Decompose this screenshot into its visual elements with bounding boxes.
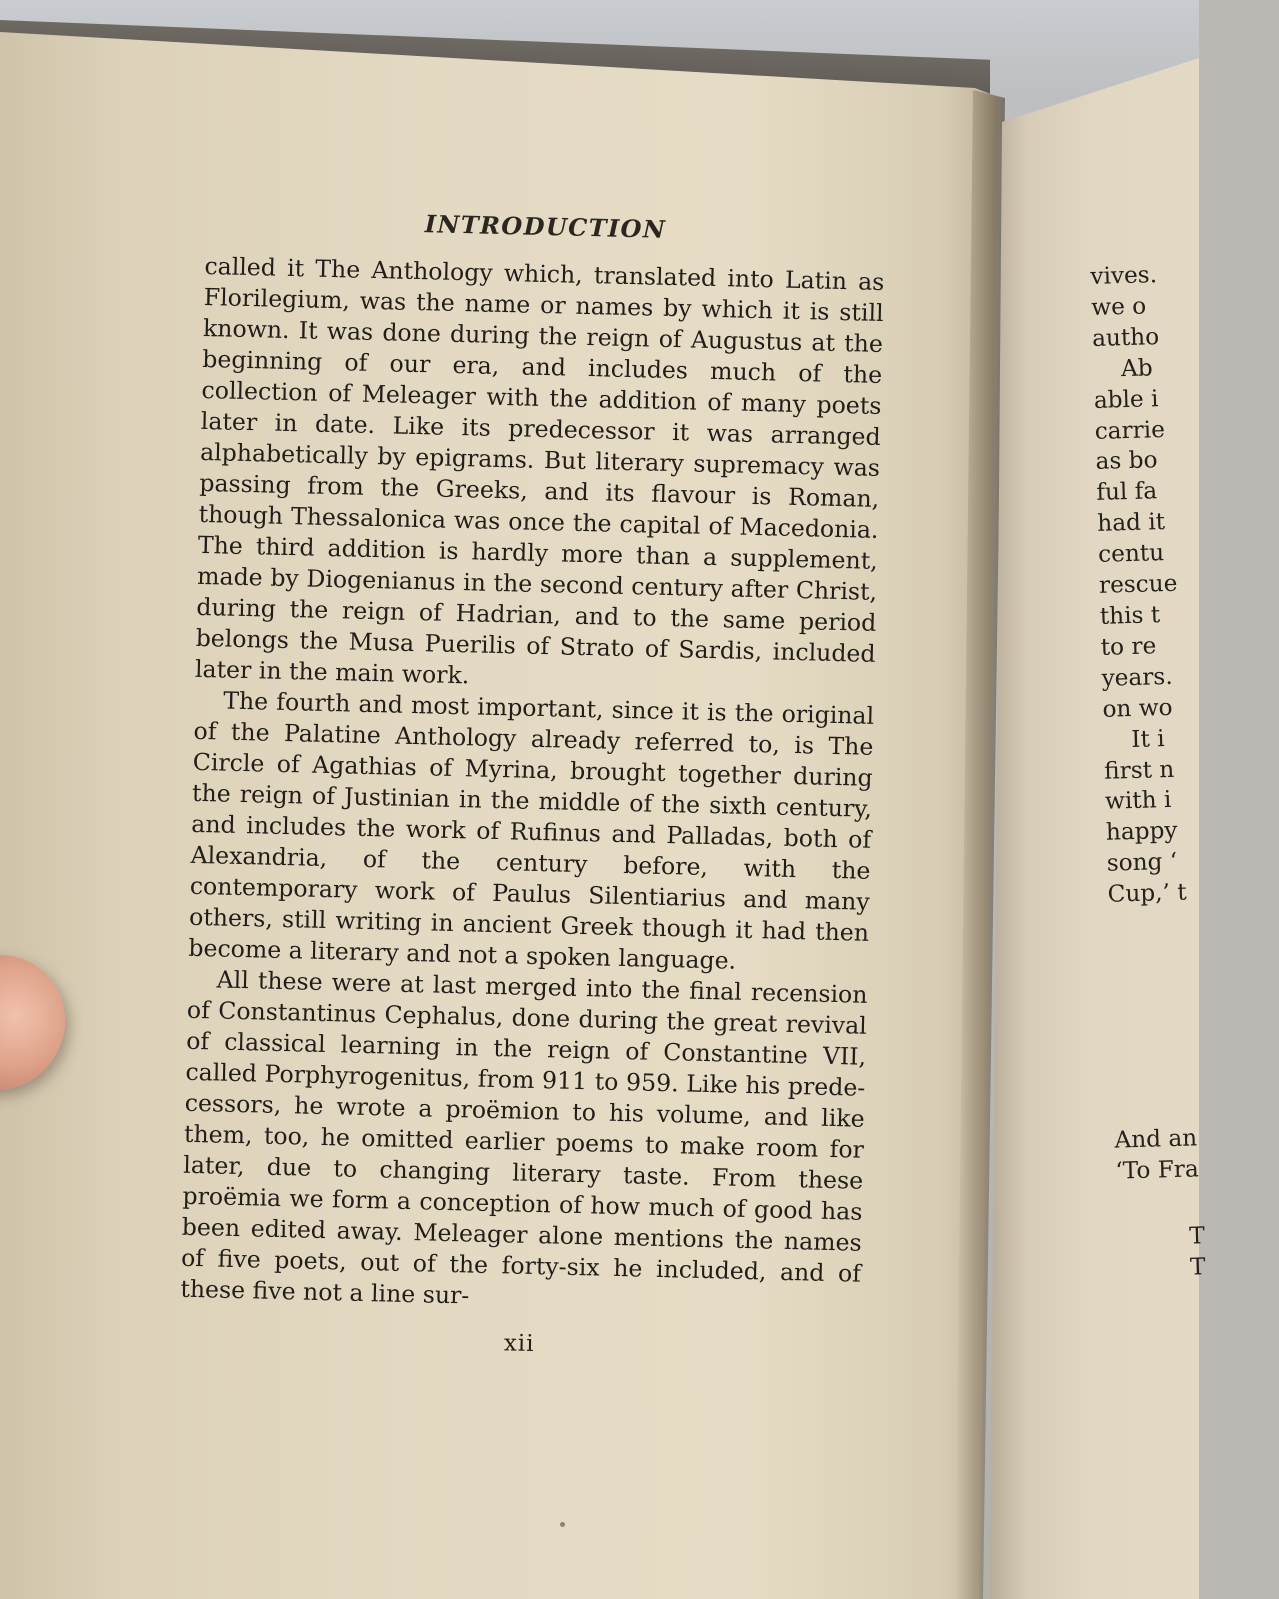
paragraph-1: called it The Anthology which, translated into Latin as Florilegium, was the name or names by which it is still known. It was done during the reign of Augustus at the beginning of our era, and includes much of the collection of Meleager with the addition of many poets later in date. Like its predecessor it was arranged alphabetically by epigrams. But literary supremacy was passing from the Greeks, and its flavour is Roman, though Thessalonica was once the capital of Macedonia. The third addition is hardly more than a supplement, made by Diogenianus in the second century after Christ, during the reign of Hadrian, and to the same period belongs the Musa Puerilis of Strato of Sardis, included later in the main work. <box>194 251 885 690</box>
right-verse-line: T <box>1188 1222 1206 1250</box>
right-line: Ab <box>1120 354 1153 382</box>
right-page-text-fragment <box>1090 258 1279 1286</box>
right-line: happy <box>1105 817 1178 847</box>
paper-speck <box>560 1522 565 1527</box>
right-line: to re <box>1100 632 1157 661</box>
right-line: able i <box>1093 384 1159 414</box>
right-line: ful fa <box>1096 477 1158 507</box>
right-line: as bo <box>1095 446 1158 476</box>
right-line: with i <box>1104 786 1172 816</box>
right-line: years. <box>1101 662 1173 692</box>
right-line: autho <box>1091 322 1160 352</box>
right-line: this t <box>1099 601 1161 630</box>
right-line: first n <box>1103 755 1175 785</box>
right-line: It i <box>1130 724 1165 753</box>
right-line: vives. <box>1090 261 1158 290</box>
right-line: centu <box>1097 539 1165 569</box>
spacer <box>1108 906 1274 1125</box>
spacer <box>1116 1183 1277 1223</box>
right-line: rescue <box>1098 569 1178 599</box>
right-line: had it <box>1096 508 1166 538</box>
running-head: INTRODUCTION <box>424 209 667 244</box>
right-line: on wo <box>1102 693 1173 723</box>
right-line: ‘To Fra <box>1115 1155 1200 1185</box>
right-line: Cup,’ t <box>1107 878 1187 908</box>
page-number: xii <box>503 1330 535 1358</box>
paragraph-3: All these were at last merged into the final recension of Constantinus Cephalus, done during the great revival of classical learning in the reign of Constantine VII, called Porphyrogenitus, from 911 to 959. Like his predecessors, he wrote a proëmion to his volume, and like them, too, he omitted earlier poems to make room for later, due to changing literary taste. From these proëmia we form a conception of how much of good has been edited away. Meleager alone mentions the names of five poets, out of the forty-six he included, and of these five not a line sur- <box>180 965 868 1310</box>
right-line: we o <box>1090 292 1147 321</box>
right-line: carrie <box>1094 415 1166 445</box>
right-line: song ‘ <box>1106 848 1178 877</box>
right-verse-line: T <box>1189 1252 1206 1281</box>
right-line: And an <box>1114 1124 1198 1154</box>
left-page-text-block <box>179 203 886 1368</box>
paragraph-2: The fourth and most important, since it is the original of the Palatine Anthology already referred to, is The Circle of Agathias of Myrina, brought together during the reign of Justinian in the middle of the sixth century, and includes the work of Rufinus and Palladas, both of Alexandria, of the century before, with the contemporary work of Paulus Silentiarius and many others, still writing in ancient Greek though it had then become a literary and not a spoken language. <box>188 686 875 975</box>
